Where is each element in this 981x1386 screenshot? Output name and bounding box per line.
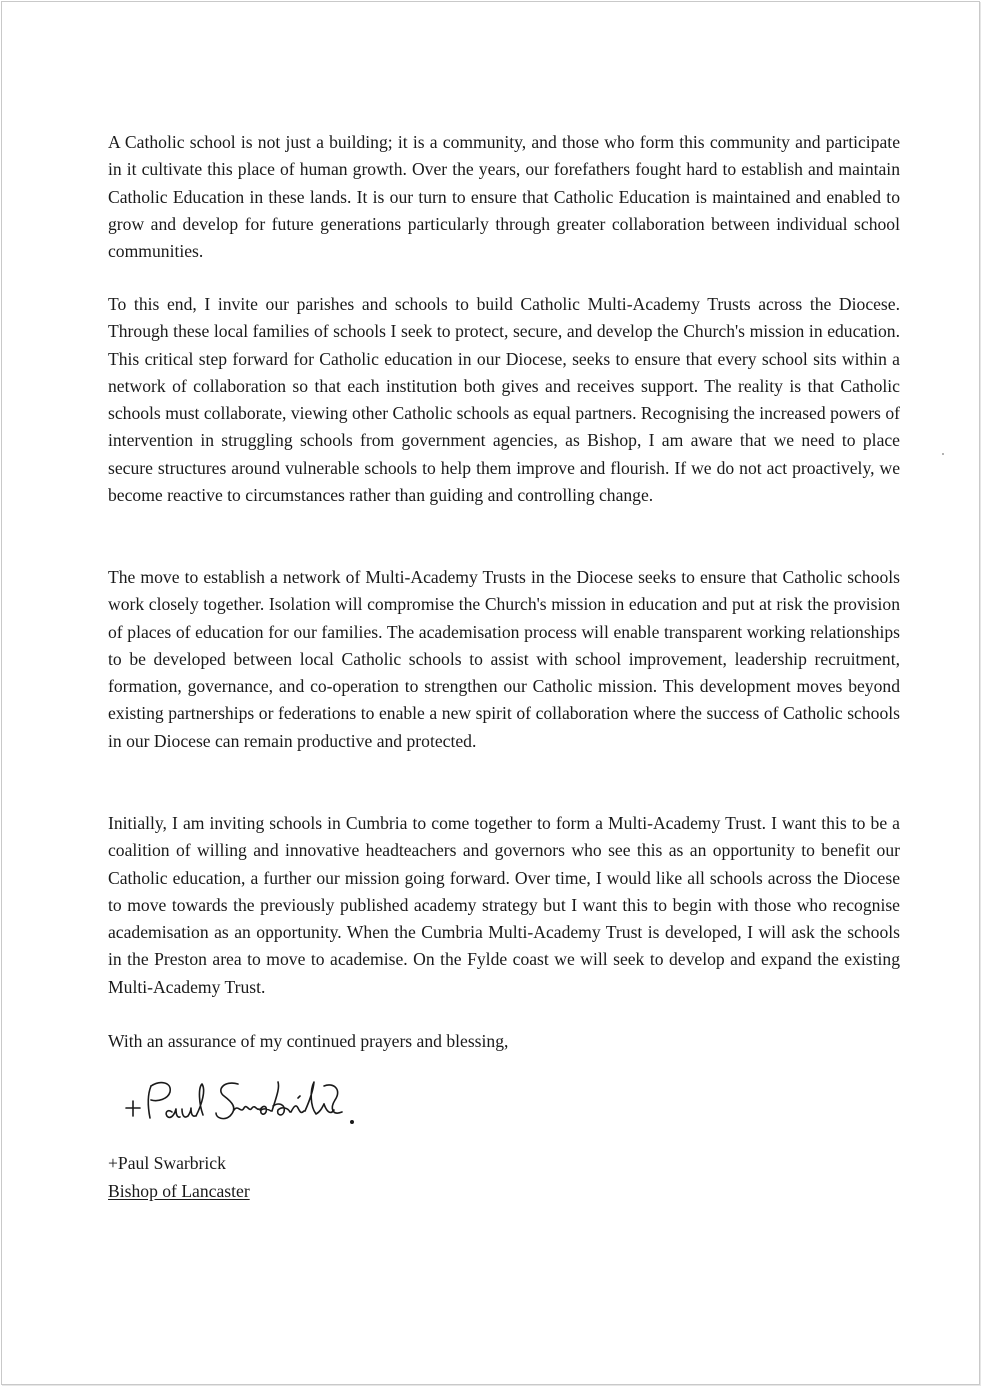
paragraph-cumbria-initiative: Initially, I am inviting schools in Cumbria to come together to form a Multi-Academy Trust. I want this to be a coalition of willing and innovative headteachers and governors who see this as an opportunity to benefit our Catholic education, a further our mission going forward. Over time, I would like all schools across the Diocese to move towards the previously published academy strategy but I want this to begin with those who recognise academisation as an opportunity. When the Cumbria Multi-Academy Trust is developed, I will ask the schools in the Preston area to move to academise. On the Fylde coast we will seek to develop and expand the existing Multi-Academy Trust. — [108, 813, 900, 997]
scan-speck — [942, 453, 944, 455]
signer-name: +Paul Swarbrick — [108, 1153, 226, 1173]
paragraph-multi-academy-trusts-invitation: To this end, I invite our parishes and schools to build Catholic Multi-Academy Trusts across the Diocese. Through these local families of schools I seek to protect, secure, and develop the Church's mission in education. This critical step forward for Catholic education in our Diocese, seeks to ensure that every school sits within a network of collaboration so that each institution both gives and receives support. The reality is that Catholic schools must collaborate, viewing other Catholic schools as equal partners. Recognising the increased powers of intervention in struggling schools from government agencies, as Bishop, I am aware that we need to place secure structures around vulnerable schools to help them improve and flourish. If we do not act proactively, we become reactive to circumstances rather than guiding and controlling change. — [108, 294, 900, 506]
closing-line: With an assurance of my continued prayers and blessing, — [108, 1031, 509, 1051]
handwritten-signature — [120, 1068, 370, 1138]
paragraph-catholic-school-community: A Catholic school is not just a building; it is a community, and those who form this community and participate in it cultivate this place of human growth. Over the years, our forefathers fought hard to establish and maintain Catholic Education in these lands. It is our turn to ensure that Catholic Education is maintained and enabled to grow and develop for future generations particularly through greater collaboration between individual school communities. — [108, 132, 900, 262]
paragraph-network-of-trusts: The move to establish a network of Multi-Academy Trusts in the Diocese seeks to ensure that Catholic schools work closely together. Isolation will compromise the Church's mission in education and put at risk the provision of places of education for our families. The academisation process will enable transparent working relationships to be developed between local Catholic schools to assist with school improvement, leadership recruitment, formation, governance, and co-operation to strengthen our Catholic mission. This development moves beyond existing partnerships or federations to enable a new spirit of collaboration where the success of Catholic schools in our Diocese can remain productive and protected. — [108, 567, 900, 751]
letter-page — [1, 1, 980, 1385]
signer-title: Bishop of Lancaster — [108, 1181, 250, 1201]
